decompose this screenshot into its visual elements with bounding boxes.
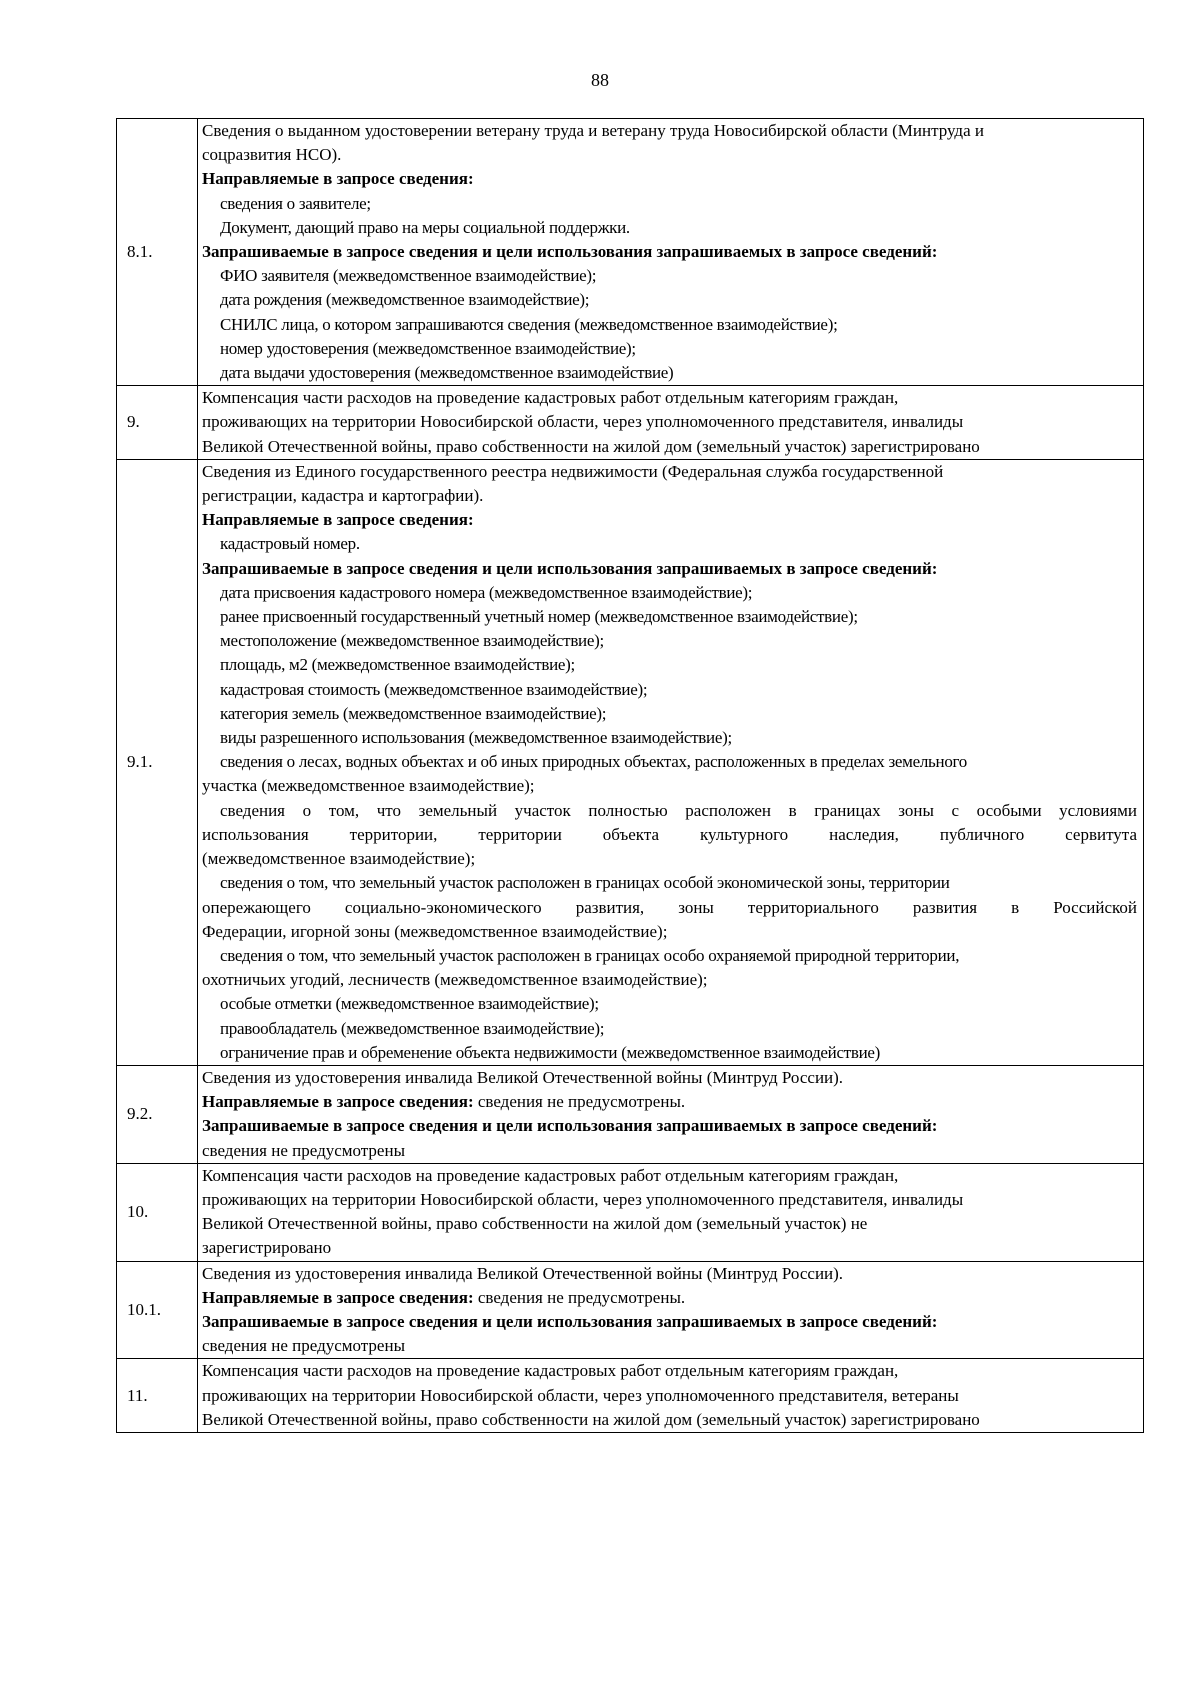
- list-item: правообладатель (межведомственное взаимодействие);: [220, 1018, 605, 1038]
- list-item: дата рождения (межведомственное взаимодействие);: [220, 290, 590, 310]
- list-item: сведения о том, что земельный участок расположен в границах особой экономической зоны, территории: [220, 873, 950, 893]
- text-line: участка (межведомственное взаимодействие);: [202, 776, 535, 796]
- section-heading: Направляемые в запросе сведения:: [202, 1092, 474, 1112]
- inline-value: сведения не предусмотрены.: [473, 1287, 686, 1307]
- section-heading: Запрашиваемые в запросе сведения и цели использования запрашиваемых в запросе сведений:: [202, 1311, 938, 1331]
- text-line: регистрации, кадастра и картографии).: [202, 486, 484, 506]
- text-line: охотничьих угодий, лесничеств (межведомственное взаимодействие);: [202, 970, 708, 990]
- list-item: сведения о том, что земельный участок полностью расположен в границах зоны с особыми условиями: [220, 800, 1137, 820]
- row-number: 11.: [117, 1359, 198, 1433]
- text-line: Великой Отечественной войны, право собственности на жилой дом (земельный участок) не: [202, 1214, 868, 1234]
- text-line: (межведомственное взаимодействие);: [202, 849, 476, 869]
- text-line: Сведения из удостоверения инвалида Великой Отечественной войны (Минтруд России).: [202, 1067, 844, 1087]
- text-line: опережающего социально-экономического развития, зоны территориального развития в Российской: [202, 897, 1137, 917]
- text-line: Великой Отечественной войны, право собственности на жилой дом (земельный участок) зарегистрировано: [202, 436, 980, 456]
- text-line: сведения не предусмотрены: [202, 1140, 405, 1160]
- services-table: [116, 118, 1144, 1433]
- row-content: [198, 119, 1144, 386]
- text-line: Сведения из удостоверения инвалида Великой Отечественной войны (Минтруд России).: [202, 1263, 844, 1283]
- section-heading: Направляемые в запросе сведения:: [202, 510, 474, 530]
- text-line: соцразвития НСО).: [202, 145, 342, 165]
- text-line: проживающих на территории Новосибирской области, через уполномоченного представителя, ветераны: [202, 1385, 959, 1405]
- table-row: [117, 386, 1144, 460]
- section-heading: Направляемые в запросе сведения:: [202, 1287, 474, 1307]
- table-row: [117, 1261, 1144, 1359]
- inline-value: сведения не предусмотрены.: [473, 1092, 686, 1112]
- row-number: 9.: [117, 386, 198, 460]
- list-item: сведения о том, что земельный участок расположен в границах особо охраняемой природной территории,: [220, 945, 960, 965]
- list-item: особые отметки (межведомственное взаимодействие);: [220, 994, 599, 1014]
- list-item: номер удостоверения (межведомственное взаимодействие);: [220, 338, 636, 358]
- section-heading: Запрашиваемые в запросе сведения и цели использования запрашиваемых в запросе сведений:: [202, 1116, 938, 1136]
- list-item: местоположение (межведомственное взаимодействие);: [220, 631, 604, 651]
- row-content: [198, 1261, 1144, 1359]
- text-line: сведения не предусмотрены: [202, 1336, 405, 1356]
- list-item: дата присвоения кадастрового номера (межведомственное взаимодействие);: [220, 582, 753, 602]
- list-item: дата выдачи удостоверения (межведомственное взаимодействие): [220, 363, 674, 383]
- row-number: 9.2.: [117, 1065, 198, 1163]
- section-heading: Направляемые в запросе сведения:: [202, 169, 474, 189]
- list-item: кадастровый номер.: [220, 534, 360, 554]
- row-content: [198, 386, 1144, 460]
- table-row: [117, 119, 1144, 386]
- list-item: ФИО заявителя (межведомственное взаимодействие);: [220, 266, 597, 286]
- text-line: проживающих на территории Новосибирской области, через уполномоченного представителя, инвалиды: [202, 412, 964, 432]
- row-content: [198, 1065, 1144, 1163]
- row-content: [198, 459, 1144, 1065]
- section-heading: Запрашиваемые в запросе сведения и цели использования запрашиваемых в запросе сведений:: [202, 242, 938, 262]
- text-line: проживающих на территории Новосибирской области, через уполномоченного представителя, инвалиды: [202, 1189, 964, 1209]
- table-row: [117, 1163, 1144, 1261]
- page-number: 88: [591, 70, 609, 90]
- text-line: Великой Отечественной войны, право собственности на жилой дом (земельный участок) зарегистрировано: [202, 1409, 980, 1429]
- row-number: 10.1.: [117, 1261, 198, 1359]
- row-content: [198, 1163, 1144, 1261]
- table-row: [117, 459, 1144, 1065]
- list-item: ранее присвоенный государственный учетный номер (межведомственное взаимодействие);: [220, 607, 858, 627]
- text-line: Компенсация части расходов на проведение кадастровых работ отдельным категориям граждан,: [202, 1361, 899, 1381]
- text-line: Компенсация части расходов на проведение кадастровых работ отдельным категориям граждан,: [202, 1165, 899, 1185]
- section-heading: Запрашиваемые в запросе сведения и цели использования запрашиваемых в запросе сведений:: [202, 558, 938, 578]
- list-item: сведения о заявителе;: [220, 193, 371, 213]
- row-content: [198, 1359, 1144, 1433]
- text-line: Компенсация части расходов на проведение кадастровых работ отдельным категориям граждан,: [202, 388, 899, 408]
- text-line: Сведения из Единого государственного реестра недвижимости (Федеральная служба государственной: [202, 461, 944, 481]
- list-item: СНИЛС лица, о котором запрашиваются сведения (межведомственное взаимодействие);: [220, 314, 838, 334]
- table-row: [117, 1359, 1144, 1433]
- list-item: виды разрешенного использования (межведомственное взаимодействие);: [220, 728, 732, 748]
- text-line: Сведения о выданном удостоверении ветерану труда и ветерану труда Новосибирской области (Минтруда и: [202, 121, 984, 140]
- table-row: [117, 1065, 1144, 1163]
- text-line: Федерации, игорной зоны (межведомственное взаимодействие);: [202, 921, 668, 941]
- list-item: ограничение прав и обременение объекта недвижимости (межведомственное взаимодействие): [220, 1042, 881, 1062]
- list-item: сведения о лесах, водных объектах и об иных природных объектах, расположенных в пределах земельного: [220, 752, 968, 772]
- text-line: зарегистрировано: [202, 1238, 332, 1258]
- list-item: Документ, дающий право на меры социальной поддержки.: [220, 217, 630, 237]
- row-number: 10.: [117, 1163, 198, 1261]
- row-number: 8.1.: [117, 119, 198, 386]
- text-line: использования территории, территории объекта культурного наследия, публичного сервитута: [202, 824, 1137, 844]
- row-number: 9.1.: [117, 459, 198, 1065]
- list-item: кадастровая стоимость (межведомственное взаимодействие);: [220, 679, 648, 699]
- list-item: категория земель (межведомственное взаимодействие);: [220, 703, 607, 723]
- list-item: площадь, м2 (межведомственное взаимодействие);: [220, 655, 575, 675]
